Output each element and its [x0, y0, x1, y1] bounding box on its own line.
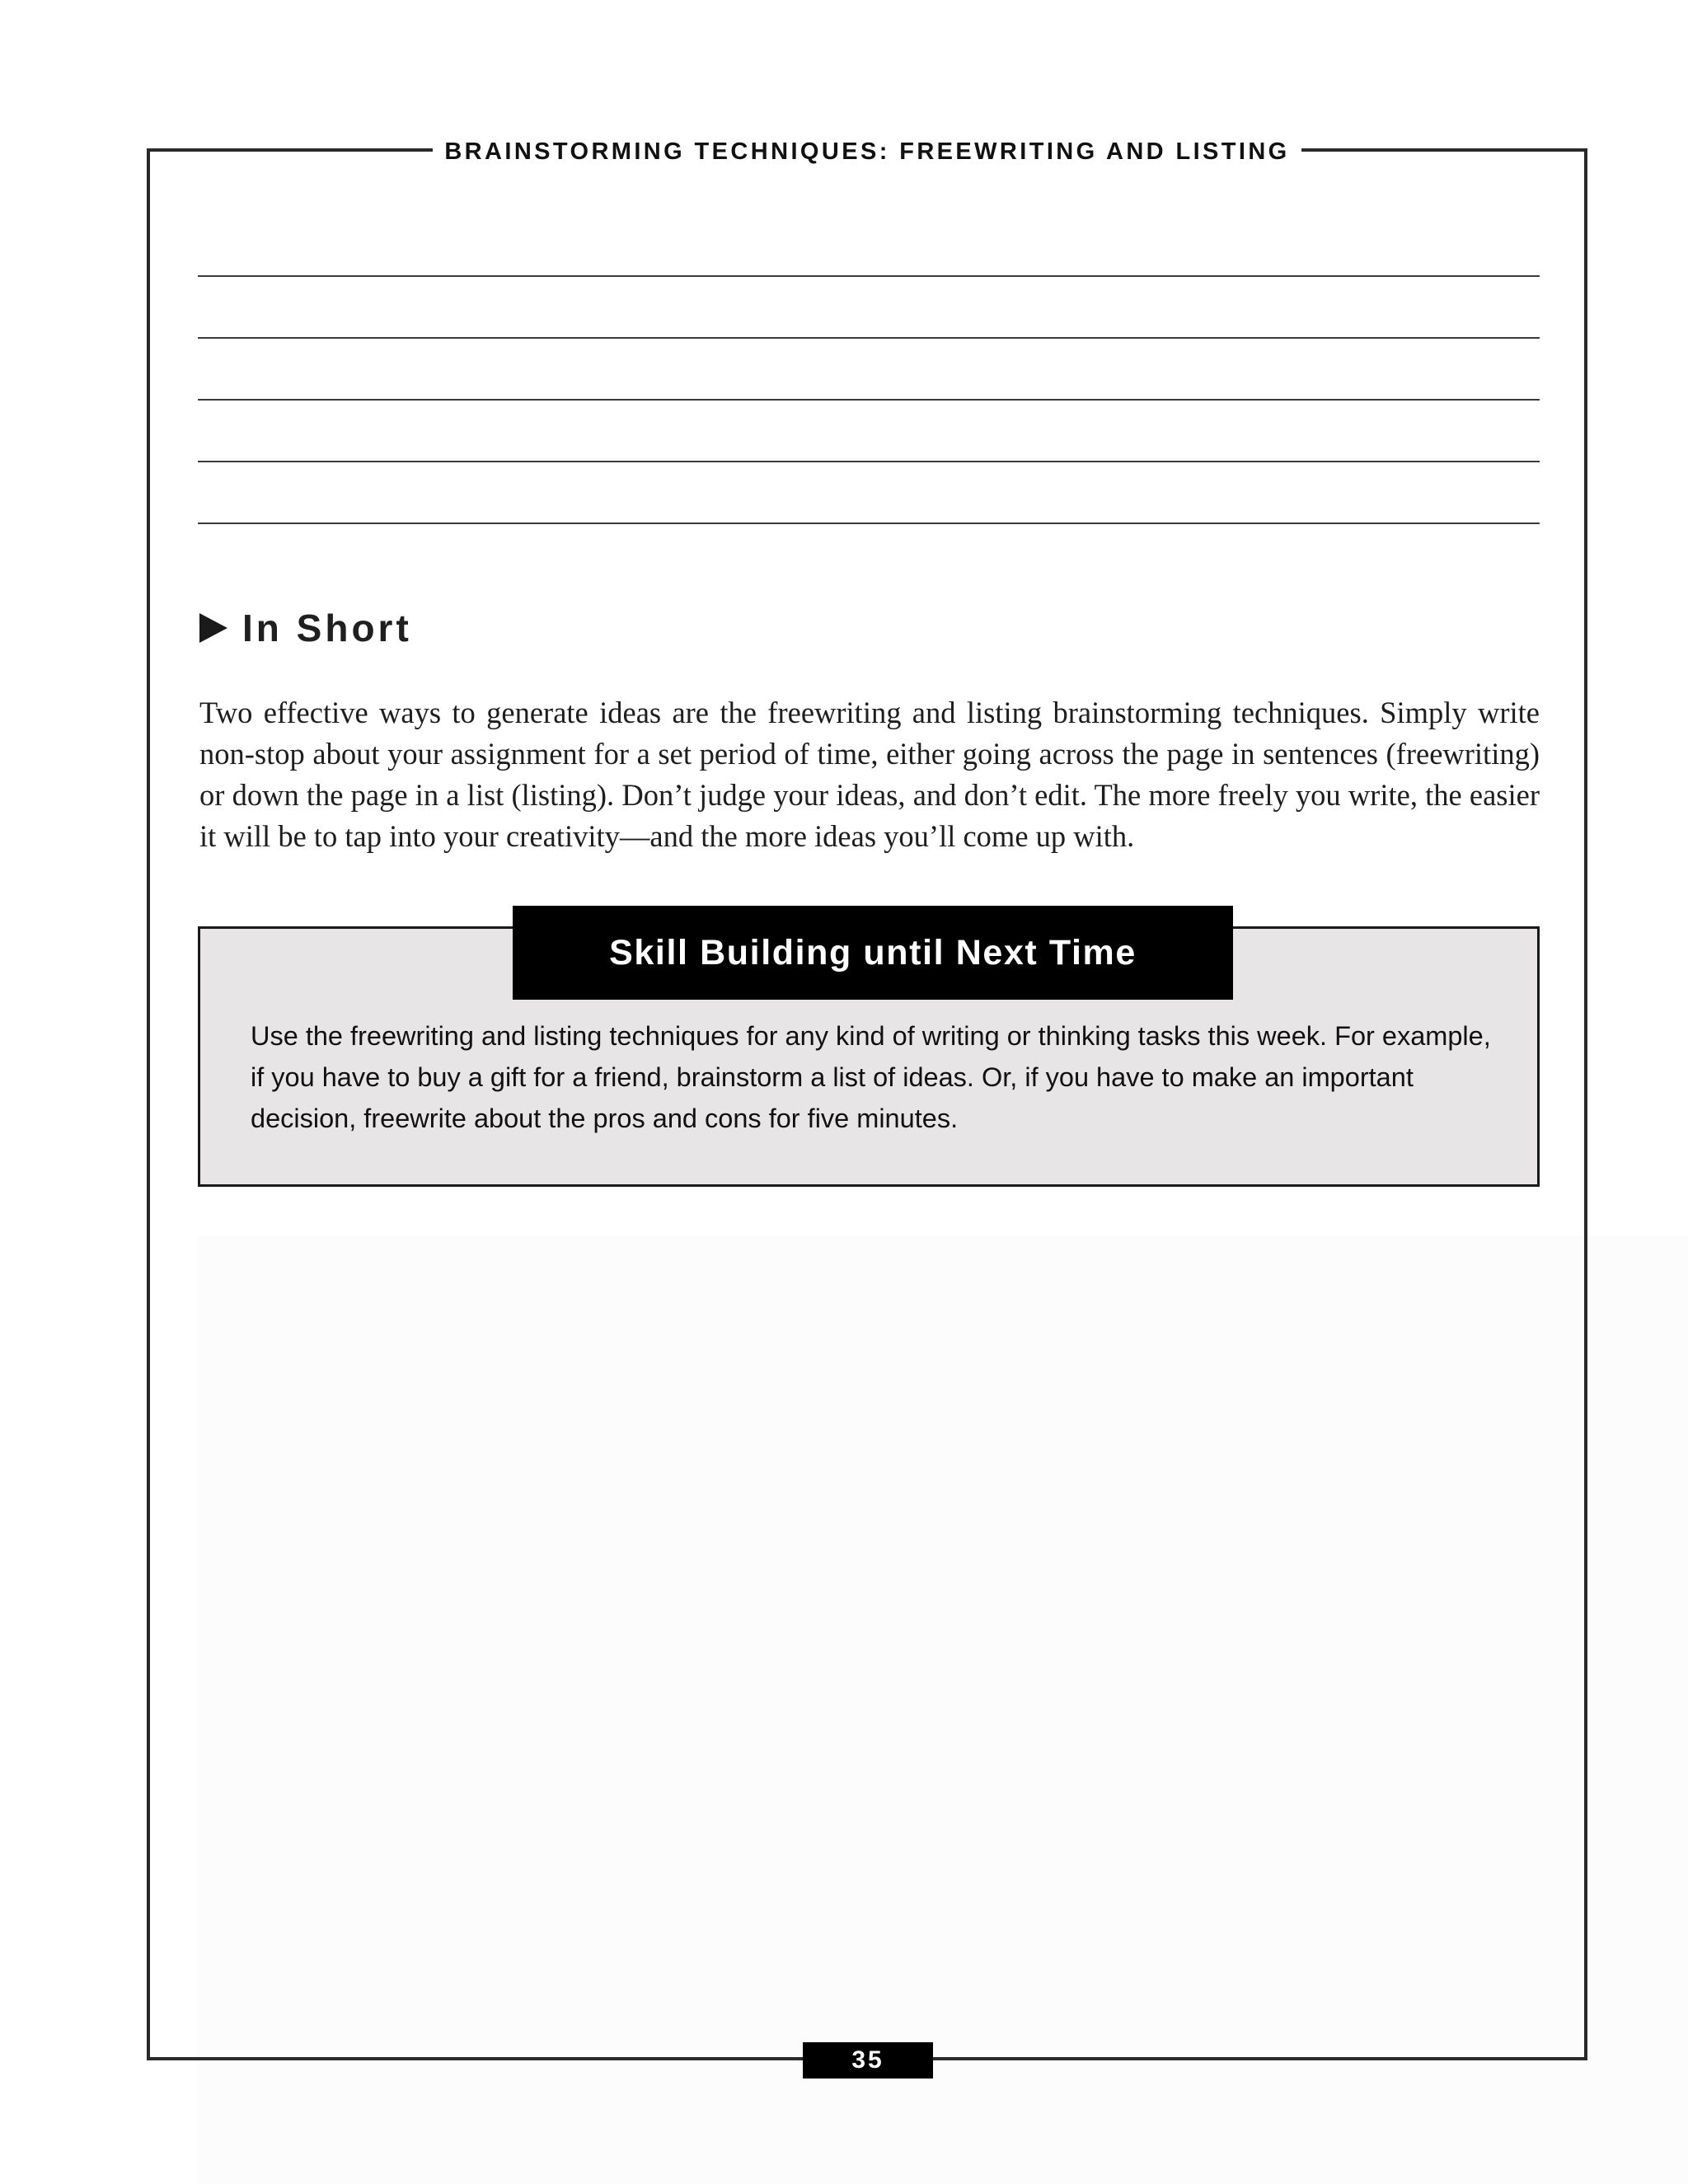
- skill-building-title: Skill Building until Next Time: [609, 932, 1137, 972]
- skill-building-tab: [513, 906, 1233, 1000]
- page-number: 35: [851, 2046, 884, 2074]
- writing-line[interactable]: [198, 399, 1540, 401]
- writing-line[interactable]: [198, 523, 1540, 524]
- play-triangle-icon: [199, 613, 227, 643]
- skill-building-text: Use the freewriting and listing techniques for any kind of writing or thinking tasks this week. For example, if you have to buy a gift for a friend, brainstorm a list of ideas. Or, if you have to make an important decision, freewrite about the pros and cons for five minutes.: [251, 1021, 1491, 1133]
- running-header-text: BRAINSTORMING TECHNIQUES: FREEWRITING AND LISTING: [433, 135, 1301, 168]
- in-short-label: In Short: [242, 607, 412, 649]
- writing-line[interactable]: [198, 275, 1540, 277]
- in-short-heading: [199, 602, 412, 654]
- writing-line[interactable]: [198, 461, 1540, 462]
- in-short-summary: Two effective ways to generate ideas are the freewriting and listing brainstorming techniques. Simply write non-stop about your assignment for a set period of time, either going across the page in sentences (freewriting) or down the page in a list (listing). Don’t judge your ideas, and don’t edit. The more freely you write, the easier it will be to tap into your creativity—and the more ideas you’ll come up with.: [199, 696, 1540, 853]
- page-number-badge: [803, 2042, 933, 2079]
- writing-line[interactable]: [198, 337, 1540, 339]
